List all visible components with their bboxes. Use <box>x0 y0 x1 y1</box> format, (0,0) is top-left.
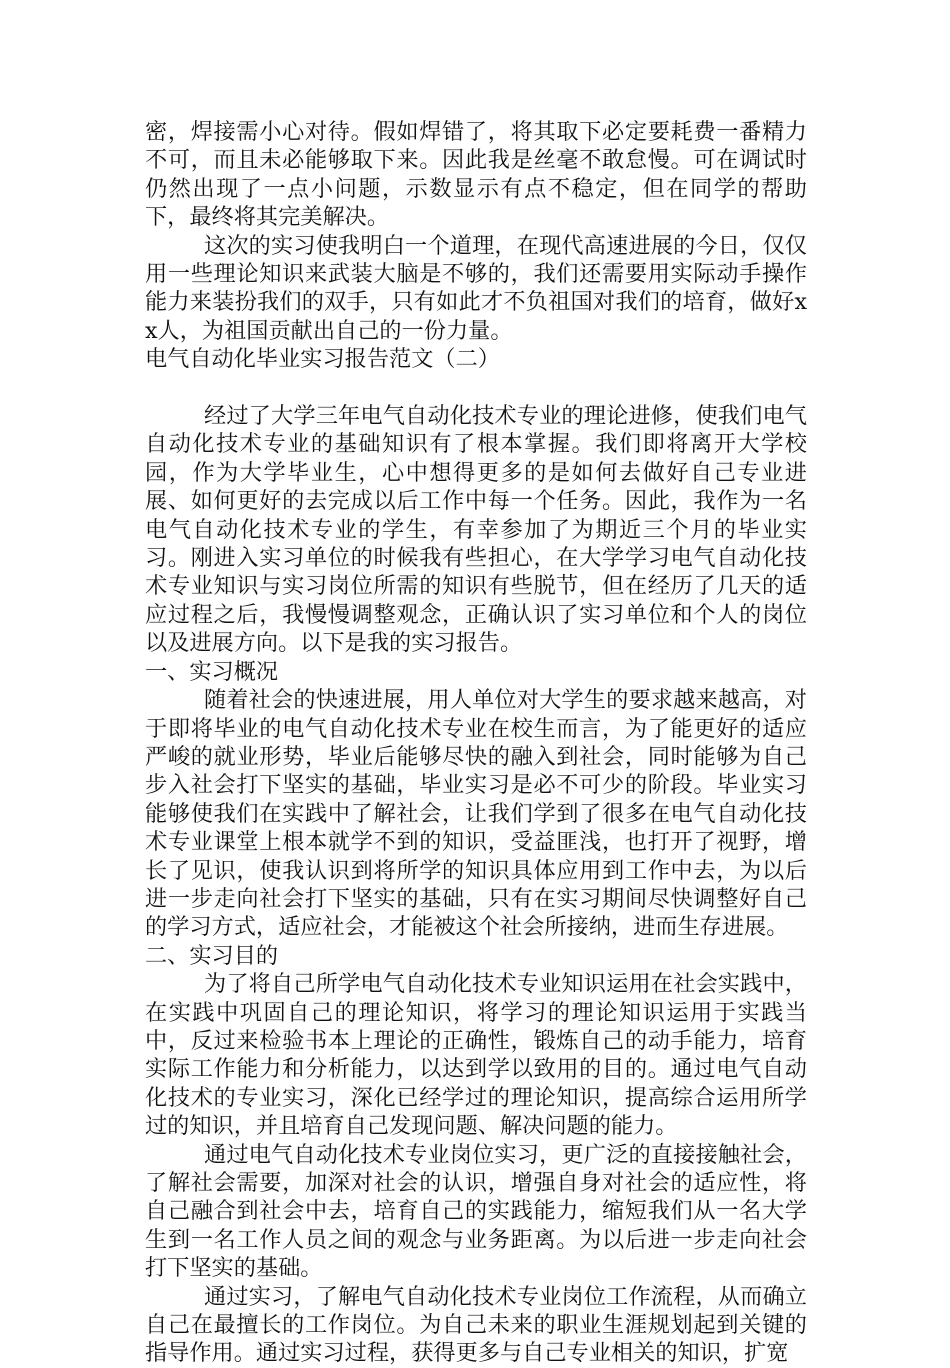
paragraph-purpose-3: 通过实习，了解电气自动化技术专业岗位工作流程，从而确立自己在最擅长的工作岗位。为自己未来的职业生涯规划起到关键的指导作用。通过实习过程，获得更多与自己专业相关的知识，扩宽 <box>145 1283 807 1367</box>
blank-line <box>145 374 807 402</box>
heading-internship-purpose: 二、实习目的 <box>145 942 279 969</box>
paragraph-purpose-2: 通过电气自动化技术专业岗位实习，更广泛的直接接触社会，了解社会需要，加深对社会的认识，增强自身对社会的适应性，将自己融合到社会中去，培育自己的实践能力，缩短我们从一名大学生到一名工作人员之间的观念与业务距离。为以后进一步走向社会打下坚实的基础。 <box>145 1141 807 1282</box>
document-body <box>145 118 807 1368</box>
paragraph-overview-body: 随着社会的快速进展，用人单位对大学生的要求越来越高，对于即将毕业的电气自动化技术专业在校生而言，为了能更好的适应严峻的就业形势，毕业后能够尽快的融入到社会，同时能够为自己步入社会打下坚实的基础，毕业实习是必不可少的阶段。毕业实习能够使我们在实践中了解社会，让我们学到了很多在电气自动化技术专业课堂上根本就学不到的知识，受益匪浅，也打开了视野，增长了见识，使我认识到将所学的知识具体应用到工作中去，为以后进一步走向社会打下坚实的基础，只有在实习期间尽快调整好自己的学习方式，适应社会，才能被这个社会所接纳，进而生存进展。 <box>145 687 807 941</box>
paragraph-introduction: 经过了大学三年电气自动化技术专业的理论进修，使我们电气自动化技术专业的基础知识有了根本掌握。我们即将离开大学校园，作为大学毕业生，心中想得更多的是如何去做好自己专业进展、如何更好的去完成以后工作中每一个任务。因此，我作为一名电气自动化技术专业的学生，有幸参加了为期近三个月的毕业实习。刚进入实习单位的时候我有些担心，在大学学习电气自动化技术专业知识与实习岗位所需的知识有些脱节，但在经历了几天的适应过程之后，我慢慢调整观念，正确认识了实习单位和个人的岗位以及进展方向。以下是我的实习报告。 <box>145 403 807 657</box>
paragraph-internship-lesson: 这次的实习使我明白一个道理，在现代高速进展的今日，仅仅用一些理论知识来武装大脑是不够的，我们还需要用实际动手操作能力来装扮我们的双手，只有如此才不负祖国对我们的培育，做好xx人，为祖国贡献出自己的一份力量。 <box>145 232 807 344</box>
section-title-report-two: 电气自动化毕业实习报告范文（二） <box>145 346 500 373</box>
paragraph-purpose-1: 为了将自己所学电气自动化技术专业知识运用在社会实践中，在实践中巩固自己的理论知识，将学习的理论知识运用于实践当中，反过来检验书本上理论的正确性，锻炼自己的动手能力，培育实际工作能力和分析能力，以达到学以致用的目的。通过电气自动化技术的专业实习，深化已经学过的理论知识，提高综合运用所学过的知识，并且培育自己发现问题、解决问题的能力。 <box>145 971 807 1140</box>
heading-internship-overview: 一、实习概况 <box>145 658 279 685</box>
paragraph-soldering-conclusion: 密，焊接需小心对待。假如焊错了，将其取下必定要耗费一番精力不可，而且未必能够取下来。因此我是丝毫不敢怠慢。可在调试时仍然出现了一点小问题，示数显示有点不稳定，但在同学的帮助下，最终将其完美解决。 <box>145 119 807 231</box>
